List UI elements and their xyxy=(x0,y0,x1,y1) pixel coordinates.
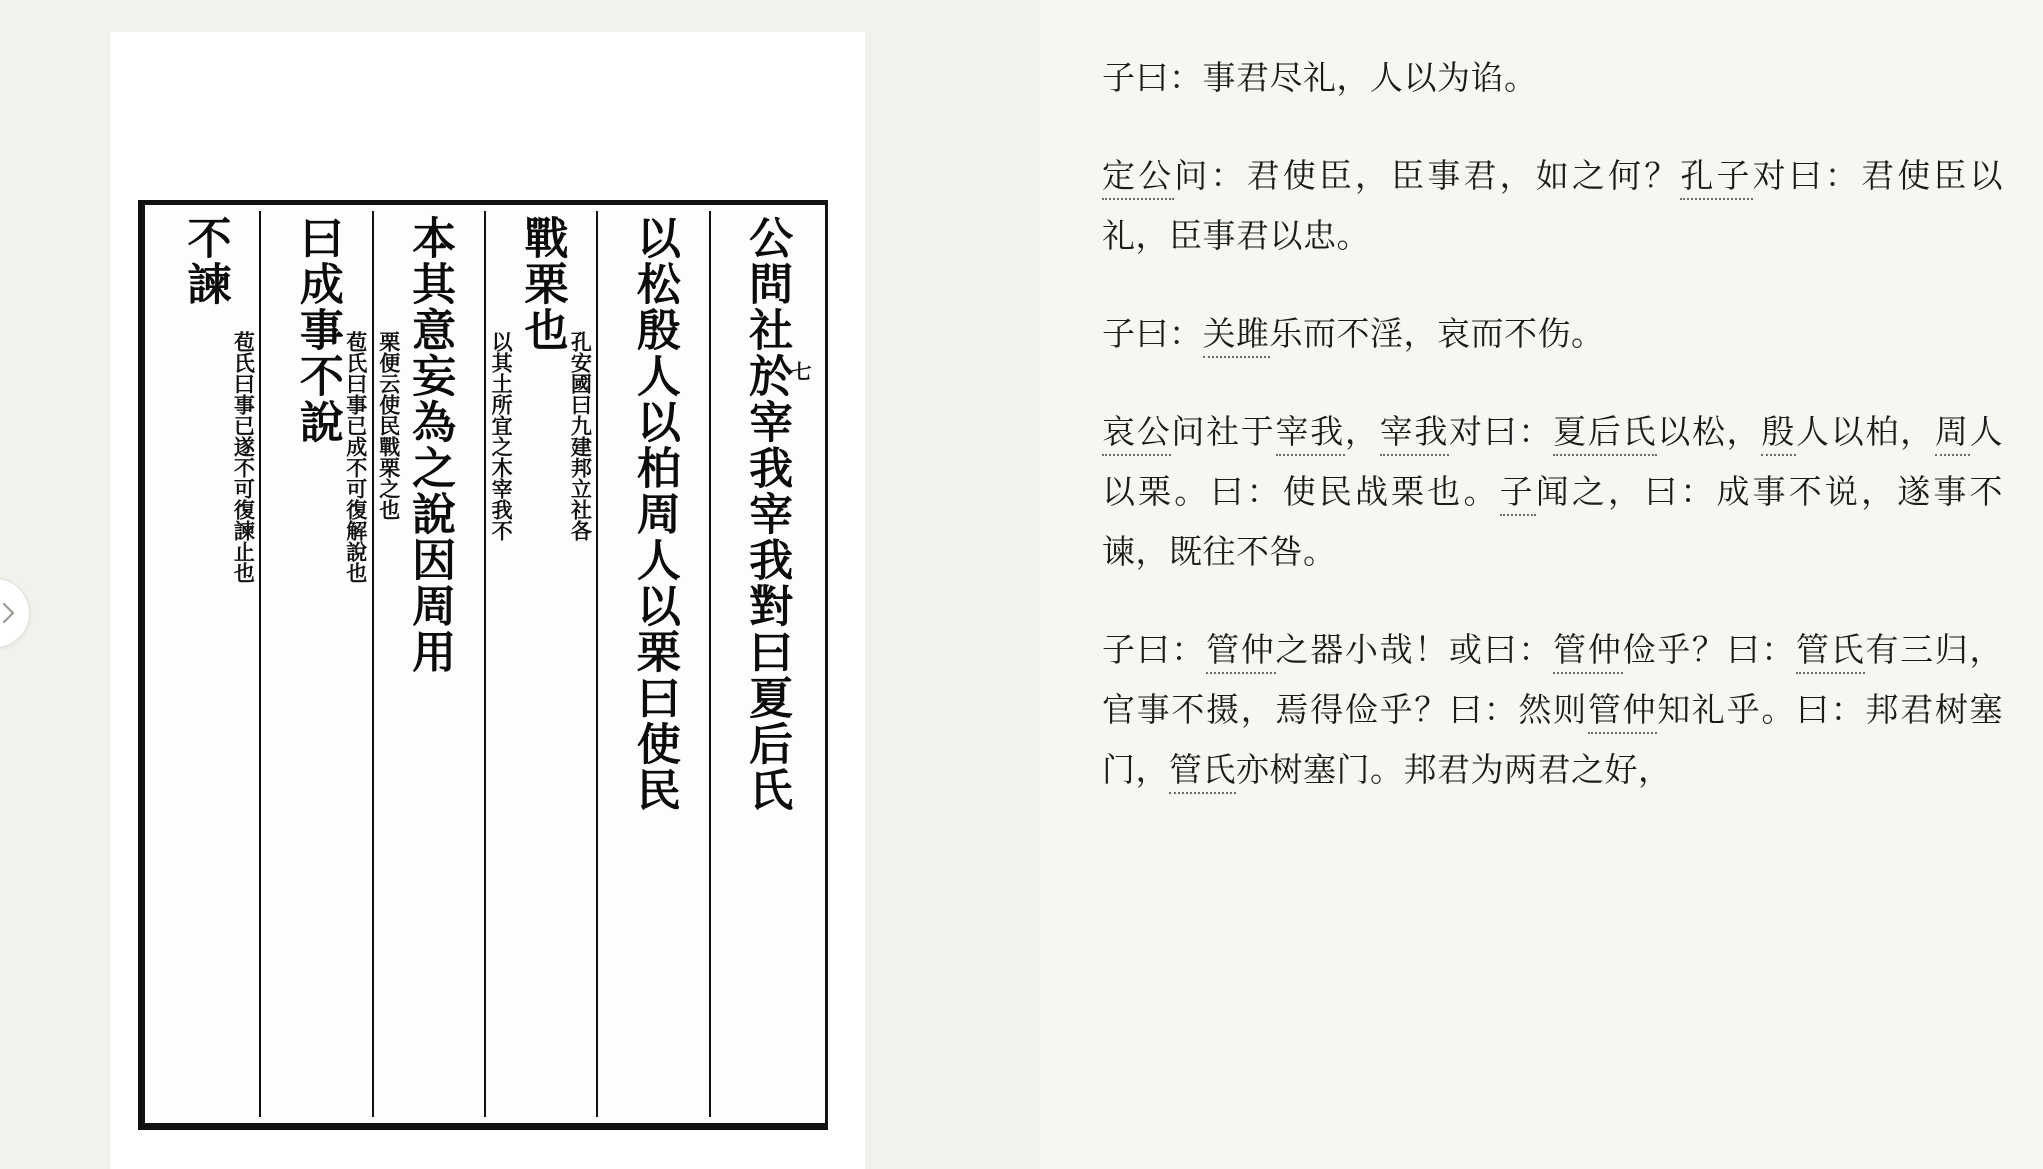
facsimile-commentary-note: 栗便云使民戰栗之也 xyxy=(376,331,402,520)
chevron-right-icon xyxy=(0,598,19,628)
facsimile-column-main: 不諫 xyxy=(179,215,231,307)
text-run: 问：君使臣，臣事君，如之何？ xyxy=(1174,156,1681,196)
text-run: 知礼乎。曰：邦君树塞门， xyxy=(1102,690,2004,790)
facsimile-column xyxy=(709,211,821,1117)
transcription-paragraph xyxy=(1102,304,2003,364)
facsimile-column xyxy=(484,211,596,1117)
facsimile-column xyxy=(372,211,484,1117)
proper-noun-mark: 管氏 xyxy=(1169,750,1236,794)
facsimile-column xyxy=(149,211,259,1117)
facsimile-column xyxy=(259,211,371,1117)
facsimile-column-main: 戰栗也 xyxy=(516,215,568,353)
transcription-paragraph xyxy=(1102,620,2003,800)
proper-noun-mark: 宰我 xyxy=(1380,412,1449,456)
proper-noun-mark: 宰我 xyxy=(1276,412,1345,456)
proper-noun-mark: 管仲 xyxy=(1206,630,1275,674)
facsimile-commentary-note: 以其土所宜之木宰我不 xyxy=(489,331,515,541)
text-run: ， xyxy=(1344,412,1380,452)
text-run: 亦树塞门。邦君为两君之好， xyxy=(1236,750,1672,790)
transcription-paragraph xyxy=(1102,48,2003,108)
text-run: 乐而不淫，哀而不伤。 xyxy=(1269,314,1605,354)
transcription-pane xyxy=(1040,0,2043,1169)
proper-noun-mark: 孔子 xyxy=(1680,156,1752,200)
proper-noun-mark: 周 xyxy=(1935,412,1970,456)
previous-page-button[interactable] xyxy=(0,578,30,648)
transcription-paragraph xyxy=(1102,402,2003,582)
facsimile-column-marker: 七 xyxy=(788,361,812,381)
text-run: 闻之，曰：成事不说，遂事不谏，既往不咎。 xyxy=(1102,472,2004,572)
proper-noun-mark: 定公 xyxy=(1102,156,1174,200)
text-run: 之器小哉！或曰： xyxy=(1275,630,1554,670)
text-run: 有三归，官事不摄，焉得俭乎？曰：然则 xyxy=(1102,630,2004,730)
facsimile-column-main: 曰成事不說 xyxy=(291,215,343,445)
facsimile-column xyxy=(596,211,708,1117)
text-run: 俭乎？曰： xyxy=(1622,630,1797,670)
text-run: 问社于 xyxy=(1171,412,1276,452)
text-run: 人以栗。曰：使民战栗也。 xyxy=(1102,412,2004,512)
proper-noun-mark: 管氏 xyxy=(1796,630,1865,674)
facsimile-column-main: 本其意妄為之說因周用 xyxy=(404,215,456,675)
transcription-paragraph xyxy=(1102,146,2003,266)
facsimile-commentary-note: 孔安國曰九建邦立社各 xyxy=(568,331,594,541)
facsimile-column-main: 公問社於宰我宰我對曰夏后氏 xyxy=(741,215,793,813)
facsimile-text-block xyxy=(138,200,828,1130)
text-run: 对曰：君使臣以礼，臣事君以忠。 xyxy=(1102,156,2004,256)
proper-noun-mark: 子 xyxy=(1500,472,1536,516)
text-run: 对曰： xyxy=(1449,412,1554,452)
text-run: 人以柏， xyxy=(1796,412,1935,452)
proper-noun-mark: 关雎 xyxy=(1203,314,1270,358)
text-run: 子曰： xyxy=(1102,630,1207,670)
facsimile-commentary-note: 苞氏曰事已遂不可復諫止也 xyxy=(231,331,257,583)
facsimile-column-main: 以松殷人以柏周人以栗曰使民 xyxy=(628,215,680,813)
proper-noun-mark: 殷 xyxy=(1761,412,1796,456)
scanned-page-sheet xyxy=(110,32,865,1169)
facsimile-commentary-note: 苞氏曰事已成不可復解說也 xyxy=(343,331,369,583)
text-run: 以松， xyxy=(1657,412,1762,452)
proper-noun-mark: 哀公 xyxy=(1102,412,1171,456)
proper-noun-mark: 夏后氏 xyxy=(1553,412,1657,456)
text-run: 子曰： xyxy=(1102,314,1203,354)
proper-noun-mark: 管仲 xyxy=(1588,690,1657,734)
text-run: 子曰：事君尽礼，人以为谄。 xyxy=(1102,58,1538,97)
proper-noun-mark: 管仲 xyxy=(1553,630,1622,674)
